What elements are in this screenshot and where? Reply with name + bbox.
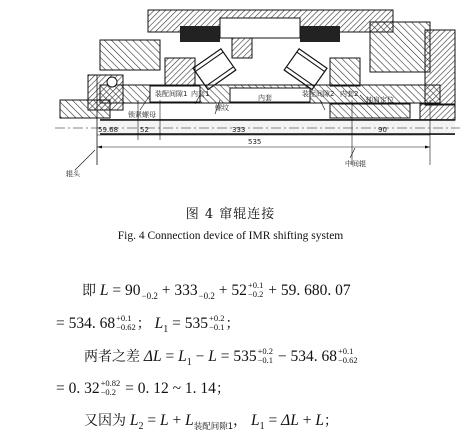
- eq4-range: 0. 12 ~ 1. 14: [137, 380, 216, 397]
- eq3-n1-sup: +0.2: [257, 346, 274, 357]
- eq2-n1-sub: −0.62: [116, 322, 136, 333]
- eq3-n2-sub: −0.62: [338, 355, 358, 366]
- label-fit-gap2: 装配间隙2: [302, 90, 335, 98]
- eq2-n1: 534. 68: [68, 315, 116, 332]
- eq2-n1-tol: [116, 314, 136, 332]
- label-thread: 螺纹: [215, 104, 229, 112]
- eq2-sep: ；: [136, 316, 151, 332]
- eq1-n2: 333: [174, 282, 198, 299]
- eq3-minus2: −: [277, 348, 287, 365]
- eq1-equals: =: [112, 282, 122, 299]
- eq2-equals: =: [56, 315, 65, 332]
- equation-line-4: [0, 379, 461, 399]
- dim-333: 333: [232, 126, 246, 134]
- eq1-n1: 90: [125, 282, 141, 299]
- eq3-minus: −: [195, 348, 205, 365]
- eq3-delta-L: ΔL: [143, 348, 162, 365]
- eq2-end: ；: [225, 316, 240, 332]
- eq1-n4: 59. 680. 07: [280, 282, 351, 299]
- eq5-Lgap: L: [185, 412, 194, 429]
- eq2-n2-sub: −0.1: [209, 322, 225, 333]
- eq5-sep: ，: [233, 413, 248, 429]
- eq5-L2: L: [129, 412, 139, 429]
- eq5-L1: L: [251, 412, 260, 429]
- eq3-n2-tol: [338, 347, 358, 365]
- eq4-n1: 0. 32: [68, 380, 100, 397]
- eq1-n3: 52: [231, 282, 247, 299]
- eq1-lead: 即: [82, 283, 96, 299]
- eq5-L: L: [315, 412, 325, 429]
- eq4-equals: =: [56, 380, 65, 397]
- dim-90: 90: [378, 126, 387, 134]
- eq5-equals: =: [147, 412, 157, 429]
- eq2-L1: L: [154, 315, 164, 332]
- label-inner-race: 内套: [258, 94, 272, 102]
- eq2-n1-sup: +0.1: [116, 313, 132, 324]
- dim-535: 535: [248, 138, 262, 146]
- eq2-equals2: =: [172, 315, 181, 332]
- eq5-end: ；: [324, 413, 339, 429]
- figure-caption-zh: 图 4 窜辊连接: [185, 207, 276, 222]
- label-shaft-head: 辊头: [66, 170, 80, 178]
- eq3-n2: 534. 68: [290, 348, 338, 365]
- eq3-n1-tol: [258, 347, 273, 365]
- label-middle-roll: 中间辊: [345, 160, 366, 168]
- eq4-end: ；: [215, 381, 230, 397]
- eq5-L2-sub: 2: [138, 421, 144, 432]
- figure-caption-en: Fig. 4 Connection device of IMR shifting system: [117, 230, 344, 242]
- label-fit-gap1: 装配间隙1: [155, 90, 188, 98]
- eq3-n1: 535: [233, 348, 257, 365]
- eq2-n2-tol: [209, 314, 224, 332]
- eq3-L: L: [208, 348, 217, 365]
- eq2-L1-sub: 1: [163, 324, 169, 335]
- eq5-plus: +: [172, 412, 182, 429]
- eq3-L1-sub: 1: [186, 357, 192, 368]
- eq5-Lgap-sub: 装配间隙1: [193, 422, 234, 432]
- label-inner-race2: 内套2: [340, 90, 359, 98]
- equation-line-2: [0, 314, 461, 336]
- eq3-equals2: =: [220, 348, 230, 365]
- eq2-n2: 535: [184, 315, 209, 332]
- eq2-n2-sup: +0.2: [209, 313, 225, 324]
- eq1-n3-sub: −0.2: [247, 289, 264, 300]
- eq3-lead: 两者之差: [84, 349, 140, 365]
- eq1-plus1: +: [161, 282, 171, 299]
- eq5-L: L: [160, 412, 169, 429]
- eq1-n3-sup: +0.1: [247, 280, 264, 291]
- eq5-delta-L: ΔL: [281, 412, 299, 429]
- equation-line-1: [0, 281, 461, 302]
- eq5-equals2: =: [268, 412, 278, 429]
- dim-59: 59.68: [98, 126, 119, 134]
- eq1-L: L: [99, 282, 109, 299]
- eq3-equals: =: [165, 348, 175, 365]
- eq5-plus2: +: [302, 412, 312, 429]
- eq1-plus2: +: [218, 282, 228, 299]
- eq3-L1: L: [178, 348, 187, 365]
- label-bearing-position: 轴肩定位: [366, 96, 394, 104]
- dim-52: 52: [140, 126, 149, 134]
- eq4-equals2: =: [125, 380, 134, 397]
- eq1-n1-tol: −0.2: [141, 291, 158, 301]
- eq3-n1-sub: −0.1: [257, 355, 274, 366]
- eq1-n2-tol: −0.2: [198, 291, 215, 301]
- eq4-n1-sup: +0.82: [100, 378, 121, 389]
- connection-device-drawing: [0, 0, 461, 195]
- equation-line-5: [0, 411, 461, 433]
- label-inner-race1: 内套1: [191, 90, 210, 98]
- eq1-plus3: +: [268, 282, 277, 299]
- label-clamp-nut: 锁紧螺母: [128, 111, 156, 119]
- eq4-n1-tol: [101, 379, 121, 397]
- eq4-n1-sub: −0.2: [100, 387, 117, 398]
- eq1-n3-tol: [248, 281, 263, 299]
- equation-line-3: [0, 347, 461, 369]
- eq5-lead: 又因为: [84, 413, 126, 429]
- eq5-L1-sub: 1: [259, 421, 265, 432]
- eq3-n2-sup: +0.1: [338, 346, 354, 357]
